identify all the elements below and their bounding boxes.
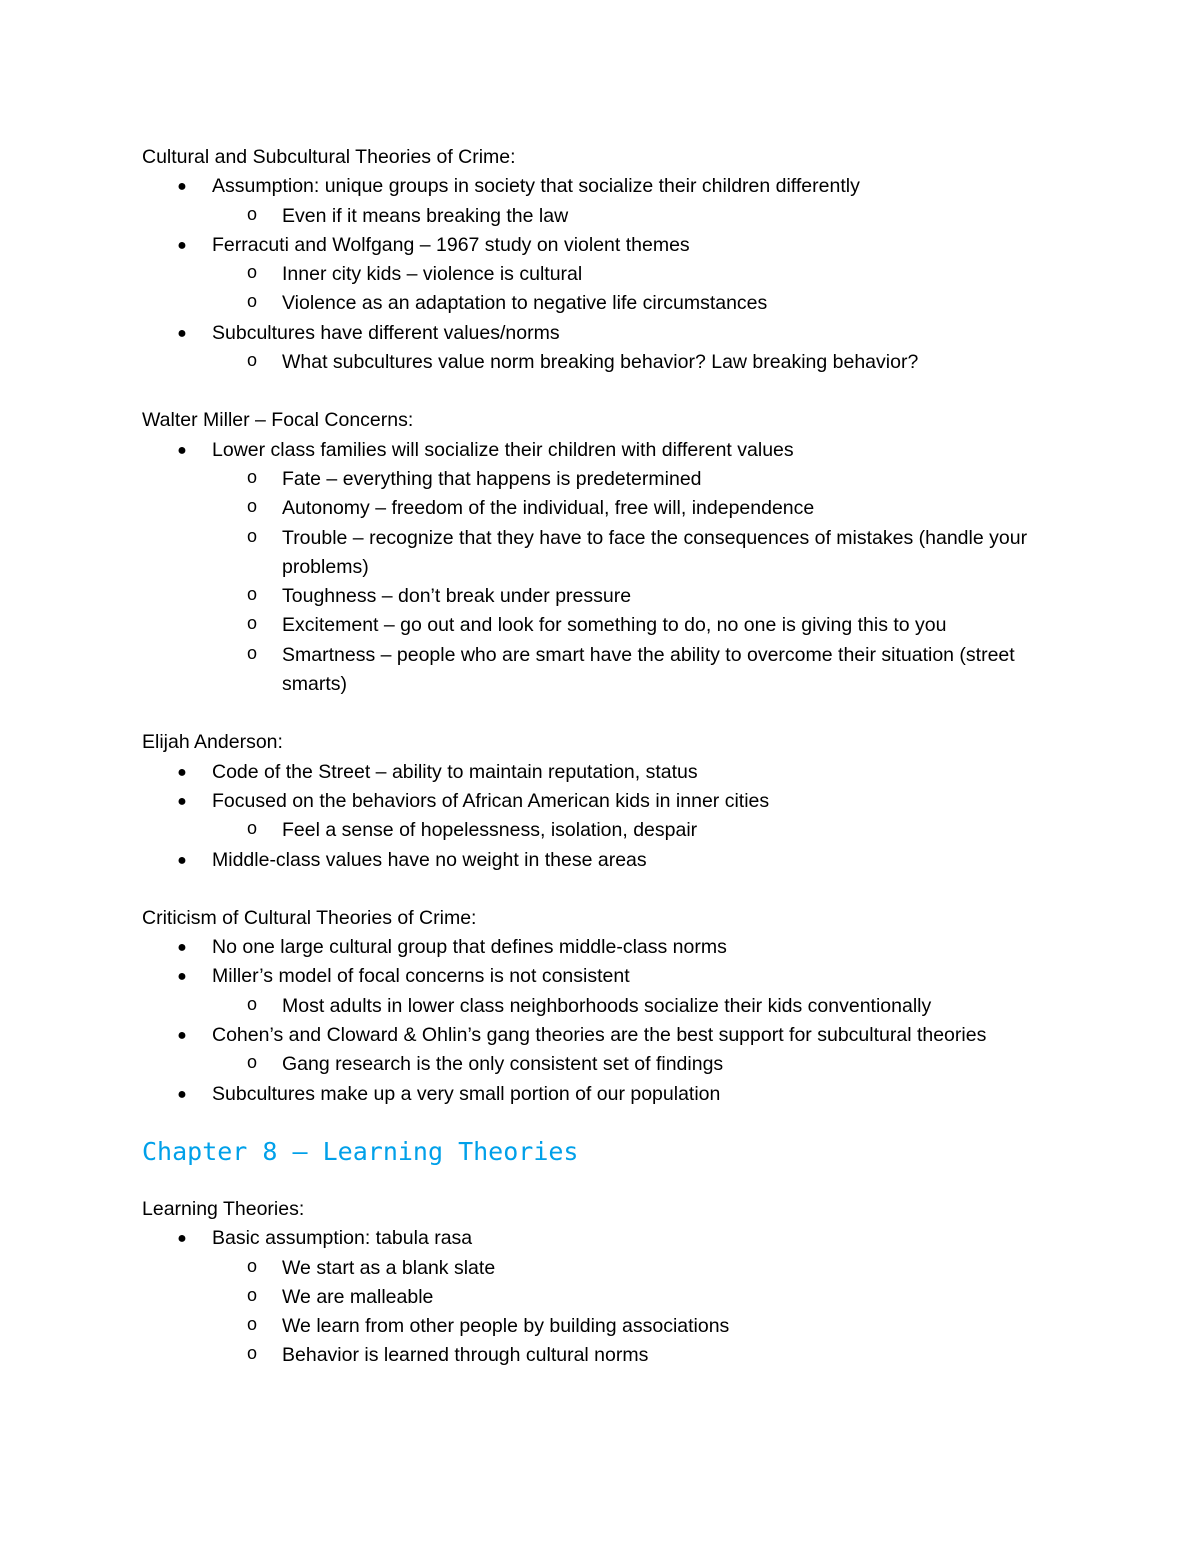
section-elijah-anderson [142, 728, 1062, 874]
list-item [142, 1224, 1062, 1370]
bullet-list [142, 1224, 1062, 1370]
sub-list [212, 816, 1062, 845]
bullet-circle-icon: o [246, 1316, 258, 1337]
bullet-dot-icon: ● [177, 178, 187, 196]
list-item-text: No one large cultural group that defines middle-class norms [212, 936, 727, 959]
list-item-text: Subcultures make up a very small portion of our population [212, 1082, 721, 1105]
bullet-circle-icon: o [246, 1054, 258, 1075]
sub-list-item [212, 992, 1062, 1021]
bullet-dot-icon: ● [177, 1085, 187, 1103]
section-title: Cultural and Subcultural Theories of Crime: [142, 146, 516, 168]
sub-list-item [212, 202, 1062, 231]
bullet-circle-icon: o [246, 352, 258, 373]
list-item [142, 787, 1062, 846]
bullet-circle-icon: o [246, 820, 258, 841]
bullet-circle-icon: o [246, 1257, 258, 1278]
section-title: Elijah Anderson: [142, 731, 283, 754]
sub-list [212, 1254, 1062, 1371]
bullet-list [142, 933, 1062, 1109]
sub-list-item-text: Fate – everything that happens is predetermined [282, 467, 702, 490]
list-item-text: Lower class families will socialize their children with different values [212, 438, 794, 461]
list-item [142, 933, 1062, 962]
section-title: Criticism of Cultural Theories of Crime: [142, 906, 477, 929]
bullet-circle-icon: o [246, 644, 258, 665]
sub-list-item [212, 816, 1062, 845]
list-item-text: Subcultures have different values/norms [212, 321, 560, 344]
sub-list-item [212, 260, 1062, 289]
bullet-dot-icon: ● [177, 441, 187, 459]
sub-list-item [212, 289, 1062, 318]
list-item [142, 172, 1062, 231]
bullet-dot-icon: ● [177, 792, 187, 810]
bullet-circle-icon: o [246, 995, 258, 1016]
list-item [142, 758, 1062, 787]
bullet-dot-icon: ● [177, 1230, 187, 1248]
bullet-circle-icon: o [246, 205, 258, 226]
list-item [142, 231, 1062, 319]
sub-list-item-text: Gang research is the only consistent set of findings [282, 1053, 724, 1076]
sub-list [212, 348, 1062, 377]
sub-list-item [212, 465, 1062, 494]
list-item [142, 962, 1062, 1021]
sub-list-item [212, 524, 1062, 583]
list-item-text: Code of the Street – ability to maintain reputation, status [212, 760, 698, 783]
bullet-list [142, 436, 1062, 700]
bullet-circle-icon: o [246, 615, 258, 636]
section-walter-miller [142, 406, 1062, 699]
sub-list [212, 202, 1062, 231]
sub-list-item [212, 1254, 1062, 1283]
list-item-text: Focused on the behaviors of African American kids in inner cities [212, 789, 770, 812]
bullet-circle-icon: o [246, 293, 258, 314]
sub-list-item [212, 611, 1062, 640]
sub-list-item-text: Most adults in lower class neighborhoods socialize their kids conventionally [282, 994, 932, 1017]
bullet-list [142, 172, 1062, 377]
bullet-circle-icon: o [246, 264, 258, 285]
sub-list-item-text: Behavior is learned through cultural norms [282, 1344, 649, 1367]
sub-list-item-text: Toughness – don’t break under pressure [282, 585, 632, 608]
sub-list-item-text: Feel a sense of hopelessness, isolation, despair [282, 819, 698, 842]
chapter-heading: Chapter 8 – Learning Theories [142, 1136, 579, 1166]
list-item-text: Assumption: unique groups in society that socialize their children differently [212, 175, 860, 198]
sub-list [212, 1050, 1062, 1079]
bullet-dot-icon: ● [177, 939, 187, 957]
sub-list-item [212, 494, 1062, 523]
bullet-circle-icon: o [246, 498, 258, 519]
sub-list-item-text: Even if it means breaking the law [282, 204, 569, 227]
bullet-circle-icon: o [246, 527, 258, 548]
sub-list-item [212, 1283, 1062, 1312]
bullet-dot-icon: ● [177, 968, 187, 986]
sub-list [212, 992, 1062, 1021]
sub-list-item-text: Violence as an adaptation to negative life circumstances [282, 292, 768, 315]
section-title: Walter Miller – Focal Concerns: [142, 409, 414, 432]
bullet-dot-icon: ● [177, 851, 187, 869]
bullet-list [142, 758, 1062, 875]
sub-list-item-text: Excitement – go out and look for something to do, no one is giving this to you [282, 614, 947, 637]
list-item [142, 1080, 1062, 1109]
bullet-dot-icon: ● [177, 324, 187, 342]
bullet-dot-icon: ● [177, 763, 187, 781]
sub-list-item [212, 582, 1062, 611]
bullet-dot-icon: ● [177, 1027, 187, 1045]
sub-list-item-text: We learn from other people by building associations [282, 1315, 730, 1338]
list-item-text: Middle-class values have no weight in these areas [212, 848, 647, 871]
sub-list-item-text: Smartness – people who are smart have the ability to overcome their situation (street smarts) [282, 643, 1015, 696]
list-item-text: Miller’s model of focal concerns is not consistent [212, 965, 630, 988]
list-item [142, 1021, 1062, 1080]
list-item-text: Cohen’s and Cloward & Ohlin’s gang theories are the best support for subcultural theories [212, 1024, 987, 1047]
section-title: Learning Theories: [142, 1197, 305, 1220]
sub-list-item [212, 348, 1062, 377]
list-item [142, 846, 1062, 875]
sub-list-item [212, 1341, 1062, 1370]
bullet-circle-icon: o [246, 1345, 258, 1366]
sub-list-item [212, 1312, 1062, 1341]
document-body [142, 143, 1062, 1371]
list-item-text: Basic assumption: tabula rasa [212, 1227, 473, 1250]
list-item [142, 436, 1062, 700]
bullet-circle-icon: o [246, 1286, 258, 1307]
bullet-circle-icon: o [246, 468, 258, 489]
sub-list-item-text: Autonomy – freedom of the individual, free will, independence [282, 497, 815, 520]
sub-list [212, 465, 1062, 699]
sub-list [212, 260, 1062, 319]
sub-list-item-text: Inner city kids – violence is cultural [282, 263, 583, 286]
list-item-text: Ferracuti and Wolfgang – 1967 study on violent themes [212, 233, 690, 256]
list-item [142, 319, 1062, 378]
sub-list-item [212, 641, 1062, 700]
sub-list-item-text: Trouble – recognize that they have to face the consequences of mistakes (handle your problems) [282, 526, 1028, 578]
section-cultural-theories [142, 143, 1062, 377]
section-criticism [142, 904, 1062, 1109]
sub-list-item-text: We start as a blank slate [282, 1256, 496, 1279]
section-learning-theories [142, 1195, 1062, 1371]
bullet-circle-icon: o [246, 586, 258, 607]
sub-list-item-text: We are malleable [282, 1285, 434, 1308]
sub-list-item [212, 1050, 1062, 1079]
sub-list-item-text: What subcultures value norm breaking behavior? Law breaking behavior? [282, 351, 919, 374]
bullet-dot-icon: ● [177, 236, 187, 254]
